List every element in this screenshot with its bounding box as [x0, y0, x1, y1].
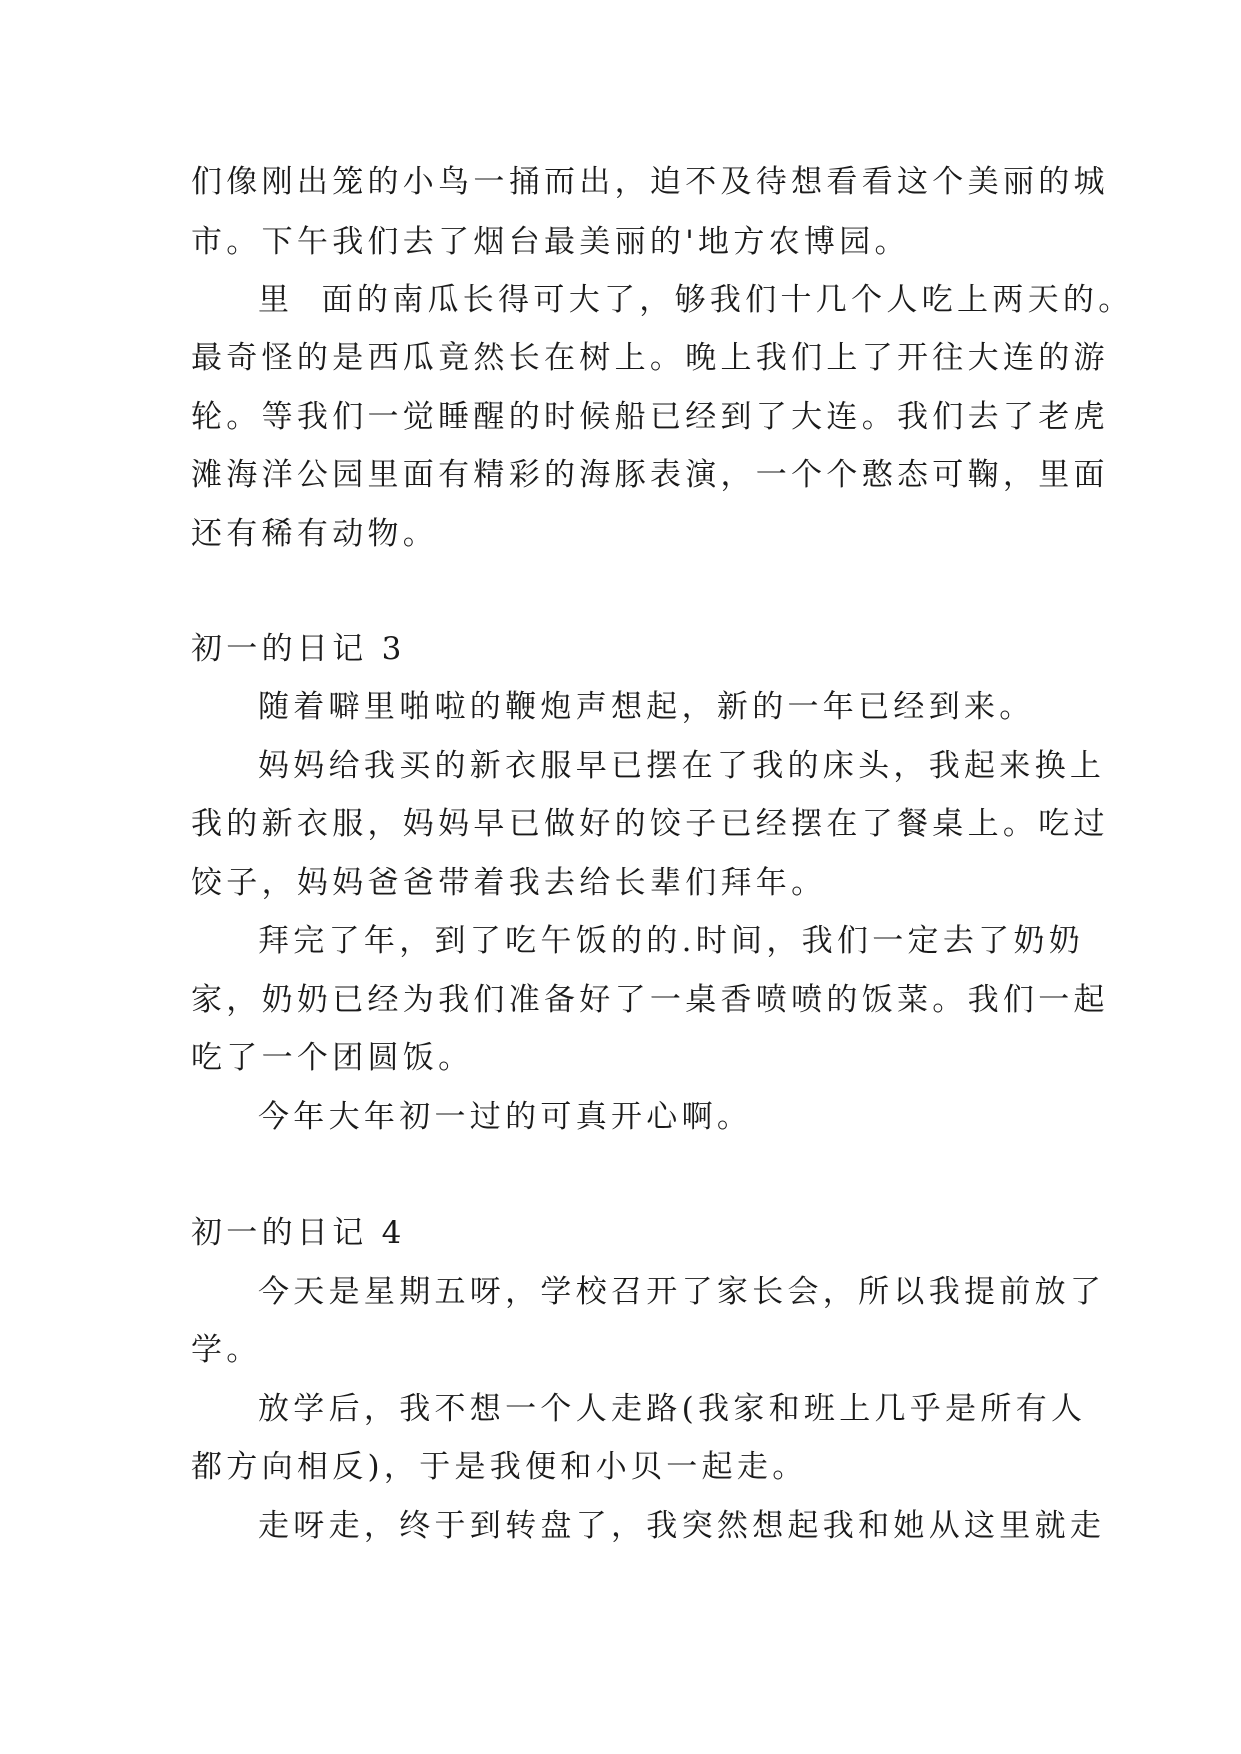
paragraph-first-line: 放学后，我不想一个人走路(我家和班上几乎是所有人	[258, 1391, 1087, 1427]
paragraph-first-line: 拜完了年，到了吃午饭的的.时间，我们一定去了奶奶	[258, 923, 1085, 959]
body-text-line: 轮。等我们一觉睡醒的时候船已经到了大连。我们去了老虎	[191, 399, 1109, 435]
body-text-line: 都方向相反)，于是我便和小贝一起走。	[191, 1449, 808, 1485]
paragraph-first-line: 随着噼里啪啦的鞭炮声想起，新的一年已经到来。	[258, 689, 1035, 725]
section-heading: 初一的日记 3	[191, 631, 406, 667]
body-text-line: 们像刚出笼的小鸟一捅而出，迫不及待想看看这个美丽的城	[191, 164, 1109, 200]
paragraph-first-line: 今天是星期五呀，学校召开了家长会，所以我提前放了	[258, 1274, 1106, 1310]
body-text-line: 饺子，妈妈爸爸带着我去给长辈们拜年。	[191, 865, 827, 901]
paragraph-first-line: 里 面的南瓜长得可大了，够我们十几个人吃上两天的。	[258, 282, 1134, 318]
body-text-line: 还有稀有动物。	[191, 516, 439, 552]
body-text-line: 我的新衣服，妈妈早已做好的饺子已经摆在了餐桌上。吃过	[191, 806, 1109, 842]
body-text-line: 最奇怪的是西瓜竟然长在树上。晚上我们上了开往大连的游	[191, 340, 1109, 376]
paragraph-first-line: 今年大年初一过的可真开心啊。	[258, 1099, 753, 1135]
body-text-line: 滩海洋公园里面有精彩的海豚表演，一个个憨态可鞠，里面	[191, 457, 1109, 493]
section-heading: 初一的日记 4	[191, 1215, 406, 1251]
body-text-line: 学。	[191, 1332, 262, 1368]
body-text-line: 市。下午我们去了烟台最美丽的'地方农博园。	[191, 224, 910, 260]
paragraph-first-line: 妈妈给我买的新衣服早已摆在了我的床头，我起来换上	[258, 748, 1106, 784]
body-text-line: 家，奶奶已经为我们准备好了一桌香喷喷的饭菜。我们一起	[191, 982, 1109, 1018]
body-text-line: 吃了一个团圆饭。	[191, 1040, 474, 1076]
paragraph-first-line: 走呀走，终于到转盘了，我突然想起我和她从这里就走	[258, 1508, 1106, 1544]
